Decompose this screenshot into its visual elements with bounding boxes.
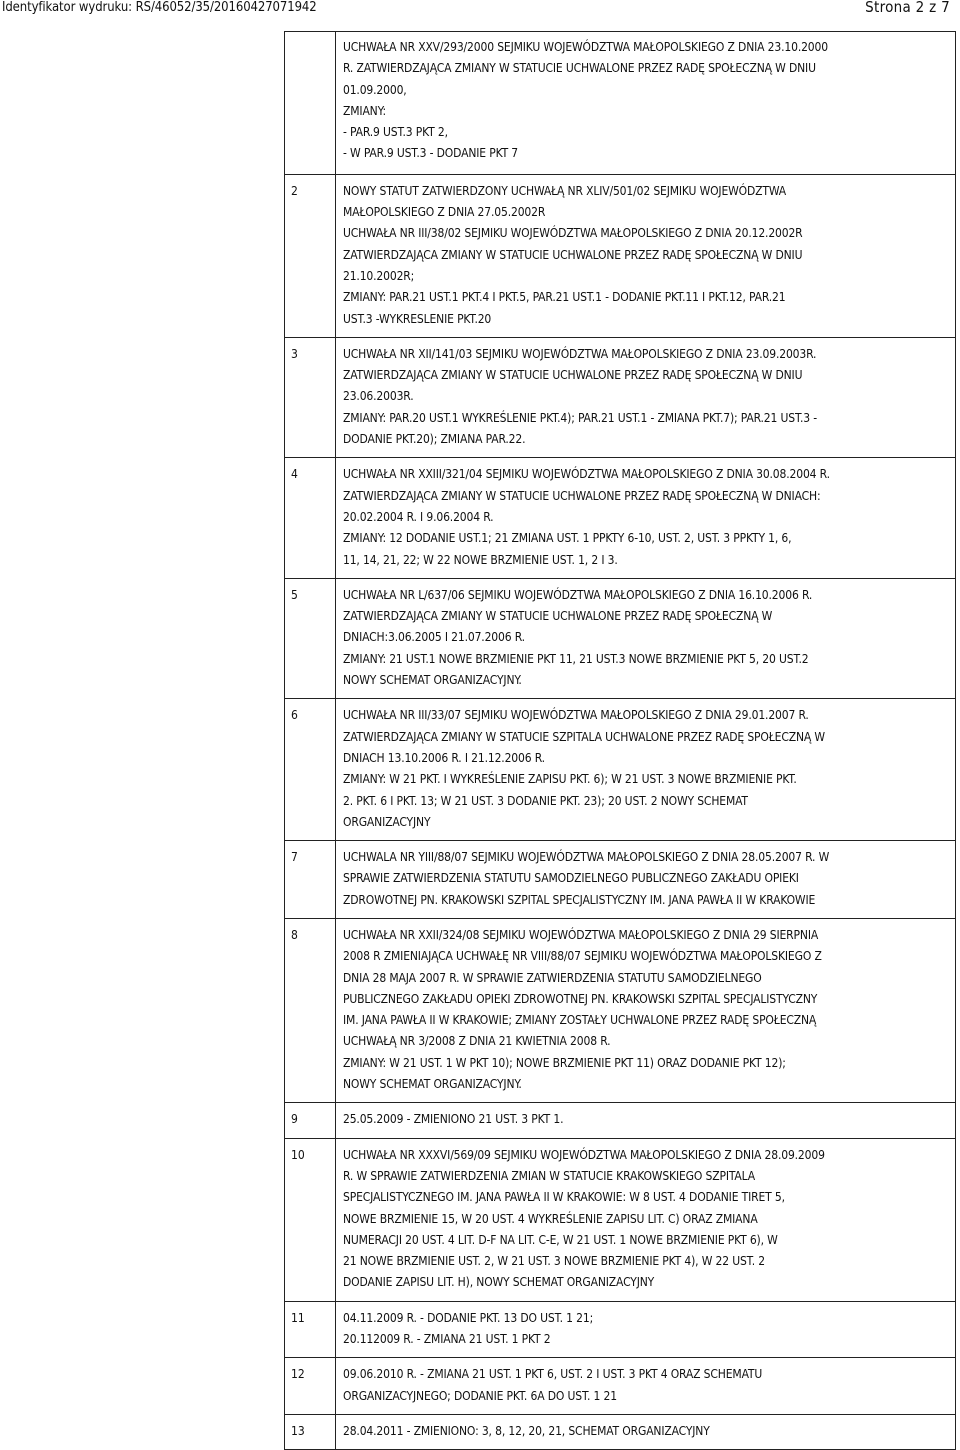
text-line: DNIACH:3.06.2005 I 21.07.2006 R. xyxy=(343,630,525,645)
text-line: 21.10.2002R; xyxy=(343,268,415,283)
text-line: UCHWAŁA NR XXIII/321/04 SEJMIKU WOJEWÓDZTWA MAŁOPOLSKIEGO Z DNIA 30.08.2004 R. xyxy=(343,467,830,482)
row-text xyxy=(336,1301,956,1358)
row-number: 7 xyxy=(285,841,336,919)
text-line: UCHWAŁĄ NR 3/2008 Z DNIA 21 KWIETNIA 2008 R. xyxy=(343,1034,611,1049)
text-line: ZMIANY: W 21 PKT. I WYKREŚLENIE ZAPISU PKT. 6); W 21 UST. 3 NOWE BRZMIENIE PKT. xyxy=(343,772,797,787)
text-line: 2008 R ZMIENIAJĄCA UCHWAŁĘ NR VIII/88/07 SEJMIKU WOJEWÓDZTWA MAŁOPOLSKIEGO Z xyxy=(343,949,822,964)
text-line: 21 NOWE BRZMIENIE UST. 2, W 21 UST. 3 NOWE BRZMIENIE PKT 4), W 22 UST. 2 xyxy=(343,1254,765,1269)
text-line: 11, 14, 21, 22; W 22 NOWE BRZMIENIE UST. 1, 2 I 3. xyxy=(343,552,618,567)
row-text xyxy=(336,699,956,841)
table-row xyxy=(285,841,956,919)
table-row xyxy=(285,337,956,457)
text-line: UST.3 -WYKRESLENIE PKT.20 xyxy=(343,311,492,326)
text-line: 09.06.2010 R. - ZMIANA 21 UST. 1 PKT 6, UST. 2 I UST. 3 PKT 4 ORAZ SCHEMATU xyxy=(343,1367,763,1382)
text-line: ZATWIERDZAJĄCA ZMIANY W STATUCIE UCHWALONE PRZEZ RADĘ SPOŁECZNĄ W DNIACH: xyxy=(343,488,821,503)
text-line: SPECJALISTYCZNEGO IM. JANA PAWŁA II W KRAKOWIE: W 8 UST. 4 DODANIE TIRET 5, xyxy=(343,1190,785,1205)
text-line: UCHWAŁA NR III/38/02 SEJMIKU WOJEWÓDZTWA MAŁOPOLSKIEGO Z DNIA 20.12.2002R xyxy=(343,226,803,241)
row-number: 13 xyxy=(285,1414,336,1449)
row-text xyxy=(336,1103,956,1138)
text-line: ZMIANY: xyxy=(343,103,386,118)
text-line: DODANIE ZAPISU LIT. H), NOWY SCHEMAT ORGANIZACYJNY xyxy=(343,1275,655,1290)
text-line: DNIA 28 MAJA 2007 R. W SPRAWIE ZATWIERDZENIA STATUTU SAMODZIELNEGO xyxy=(343,970,762,985)
amendments-table-body xyxy=(285,32,956,1450)
print-header xyxy=(0,0,960,20)
row-text xyxy=(336,918,956,1102)
row-number: 11 xyxy=(285,1301,336,1358)
print-identifier: Identyfikator wydruku: RS/46052/35/20160427071942 xyxy=(2,0,317,15)
row-number: 2 xyxy=(285,174,336,337)
row-number: 8 xyxy=(285,918,336,1102)
row-text xyxy=(336,174,956,337)
text-line: MAŁOPOLSKIEGO Z DNIA 27.05.2002R xyxy=(343,205,546,220)
text-line: R. W SPRAWIE ZATWIERDZENIA ZMIAN W STATUCIE KRAKOWSKIEGO SZPITALA xyxy=(343,1168,755,1183)
text-line: 20.02.2004 R. I 9.06.2004 R. xyxy=(343,509,494,524)
text-line: DNIACH 13.10.2006 R. I 21.12.2006 R. xyxy=(343,750,545,765)
table-row xyxy=(285,1301,956,1358)
amendments-table xyxy=(284,31,956,1450)
table-row xyxy=(285,1138,956,1301)
text-line: ZATWIERDZAJĄCA ZMIANY W STATUCIE UCHWALONE PRZEZ RADĘ SPOŁECZNĄ W xyxy=(343,609,773,624)
row-number: 4 xyxy=(285,458,336,578)
text-line: ZMIANY: 21 UST.1 NOWE BRZMIENIE PKT 11, 21 UST.3 NOWE BRZMIENIE PKT 5, 20 UST.2 xyxy=(343,651,809,666)
text-line: ZATWIERDZAJĄCA ZMIANY W STATUCIE UCHWALONE PRZEZ RADĘ SPOŁECZNĄ W DNIU xyxy=(343,368,803,383)
text-line: 28.04.2011 - ZMIENIONO: 3, 8, 12, 20, 21, SCHEMAT ORGANIZACYJNY xyxy=(343,1423,710,1438)
row-text xyxy=(336,1138,956,1301)
row-text xyxy=(336,32,956,175)
text-line: UCHWAŁA NR L/637/06 SEJMIKU WOJEWÓDZTWA MAŁOPOLSKIEGO Z DNIA 16.10.2006 R. xyxy=(343,587,813,602)
text-line: NOWY STATUT ZATWIERDZONY UCHWAŁĄ NR XLIV/501/02 SEJMIKU WOJEWÓDZTWA xyxy=(343,183,786,198)
text-line: ZMIANY: PAR.21 UST.1 PKT.4 I PKT.5, PAR.21 UST.1 - DODANIE PKT.11 I PKT.12, PAR.21 xyxy=(343,290,786,305)
text-line: 25.05.2009 - ZMIENIONO 21 UST. 3 PKT 1. xyxy=(343,1112,564,1127)
text-line: ZMIANY: PAR.20 UST.1 WYKREŚLENIE PKT.4); PAR.21 UST.1 - ZMIANA PKT.7); PAR.21 UST.3 - xyxy=(343,410,818,425)
text-line: UCHWALA NR YIII/88/07 SEJMIKU WOJEWÓDZTWA MAŁOPOLSKIEGO Z DNIA 28.05.2007 R. W xyxy=(343,850,830,865)
table-row xyxy=(285,1414,956,1449)
text-line: NOWY SCHEMAT ORGANIZACYJNY. xyxy=(343,1077,522,1092)
row-text xyxy=(336,1414,956,1449)
text-line: ZATWIERDZAJĄCA ZMIANY W STATUCIE SZPITALA UCHWALONE PRZEZ RADĘ SPOŁECZNĄ W xyxy=(343,729,825,744)
text-line: UCHWAŁA NR XXXVI/569/09 SEJMIKU WOJEWÓDZTWA MAŁOPOLSKIEGO Z DNIA 28.09.2009 xyxy=(343,1147,825,1162)
row-text xyxy=(336,458,956,578)
row-number: 3 xyxy=(285,337,336,457)
text-line: PUBLICZNEGO ZAKŁADU OPIEKI ZDROWOTNEJ PN. KRAKOWSKI SZPITAL SPECJALISTYCZNY xyxy=(343,991,818,1006)
text-line: NUMERACJI 20 UST. 4 LIT. D-F NA LIT. C-E, W 21 UST. 1 NOWE BRZMIENIE PKT 6), W xyxy=(343,1232,778,1247)
text-line: UCHWAŁA NR XXII/324/08 SEJMIKU WOJEWÓDZTWA MAŁOPOLSKIEGO Z DNIA 29 SIERPNIA xyxy=(343,927,819,942)
table-row xyxy=(285,578,956,698)
row-text xyxy=(336,841,956,919)
text-line: ZDROWOTNEJ PN. KRAKOWSKI SZPITAL SPECJALISTYCZNY IM. JANA PAWŁA II W KRAKOWIE xyxy=(343,892,816,907)
table-row xyxy=(285,699,956,841)
row-number: 9 xyxy=(285,1103,336,1138)
row-number xyxy=(285,32,336,175)
text-line: 04.11.2009 R. - DODANIE PKT. 13 DO UST. 1 21; xyxy=(343,1310,594,1325)
row-number: 10 xyxy=(285,1138,336,1301)
text-line: IM. JANA PAWŁA II W KRAKOWIE; ZMIANY ZOSTAŁY UCHWALONE PRZEZ RADĘ SPOŁECZNĄ xyxy=(343,1013,817,1028)
text-line: R. ZATWIERDZAJĄCA ZMIANY W STATUCIE UCHWALONE PRZEZ RADĘ SPOŁECZNĄ W DNIU xyxy=(343,61,816,76)
text-line: 23.06.2003R. xyxy=(343,389,414,404)
table-row xyxy=(285,1103,956,1138)
text-line: - W PAR.9 UST.3 - DODANIE PKT 7 xyxy=(343,146,519,161)
text-line: UCHWAŁA NR III/33/07 SEJMIKU WOJEWÓDZTWA MAŁOPOLSKIEGO Z DNIA 29.01.2007 R. xyxy=(343,708,809,723)
text-line: 01.09.2000, xyxy=(343,82,407,97)
text-line: NOWE BRZMIENIE 15, W 20 UST. 4 WYKREŚLENIE ZAPISU LIT. C) ORAZ ZMIANA xyxy=(343,1211,758,1226)
table-row xyxy=(285,1358,956,1415)
text-line: UCHWAŁA NR XII/141/03 SEJMIKU WOJEWÓDZTWA MAŁOPOLSKIEGO Z DNIA 23.09.2003R. xyxy=(343,346,817,361)
text-line: SPRAWIE ZATWIERDZENIA STATUTU SAMODZIELNEGO PUBLICZNEGO ZAKŁADU OPIEKI xyxy=(343,871,799,886)
text-line: NOWY SCHEMAT ORGANIZACYJNY. xyxy=(343,673,522,688)
text-line: ZMIANY: W 21 UST. 1 W PKT 10); NOWE BRZMIENIE PKT 11) ORAZ DODANIE PKT 12); xyxy=(343,1055,786,1070)
row-number: 5 xyxy=(285,578,336,698)
table-row xyxy=(285,458,956,578)
text-line: UCHWAŁA NR XXV/293/2000 SEJMIKU WOJEWÓDZTWA MAŁOPOLSKIEGO Z DNIA 23.10.2000 xyxy=(343,40,828,54)
text-line: ORGANIZACYJNY xyxy=(343,814,431,829)
table-row xyxy=(285,918,956,1102)
text-line: ZMIANY: 12 DODANIE UST.1; 21 ZMIANA UST. 1 PPKTY 6-10, UST. 2, UST. 3 PPKTY 1, 6, xyxy=(343,531,792,546)
row-number: 6 xyxy=(285,699,336,841)
table-row xyxy=(285,32,956,175)
page-number: Strona 2 z 7 xyxy=(865,0,950,16)
text-line: DODANIE PKT.20); ZMIANA PAR.22. xyxy=(343,432,526,447)
text-line: 2. PKT. 6 I PKT. 13; W 21 UST. 3 DODANIE PKT. 23); 20 UST. 2 NOWY SCHEMAT xyxy=(343,793,748,808)
text-line: 20.112009 R. - ZMIANA 21 UST. 1 PKT 2 xyxy=(343,1332,551,1347)
table-row xyxy=(285,174,956,337)
row-text xyxy=(336,1358,956,1415)
text-line: - PAR.9 UST.3 PKT 2, xyxy=(343,125,448,140)
text-line: ORGANIZACYJNEGO; DODANIE PKT. 6A DO UST. 1 21 xyxy=(343,1388,617,1403)
row-text xyxy=(336,578,956,698)
row-number: 12 xyxy=(285,1358,336,1415)
text-line: ZATWIERDZAJĄCA ZMIANY W STATUCIE UCHWALONE PRZEZ RADĘ SPOŁECZNĄ W DNIU xyxy=(343,247,803,262)
row-text xyxy=(336,337,956,457)
